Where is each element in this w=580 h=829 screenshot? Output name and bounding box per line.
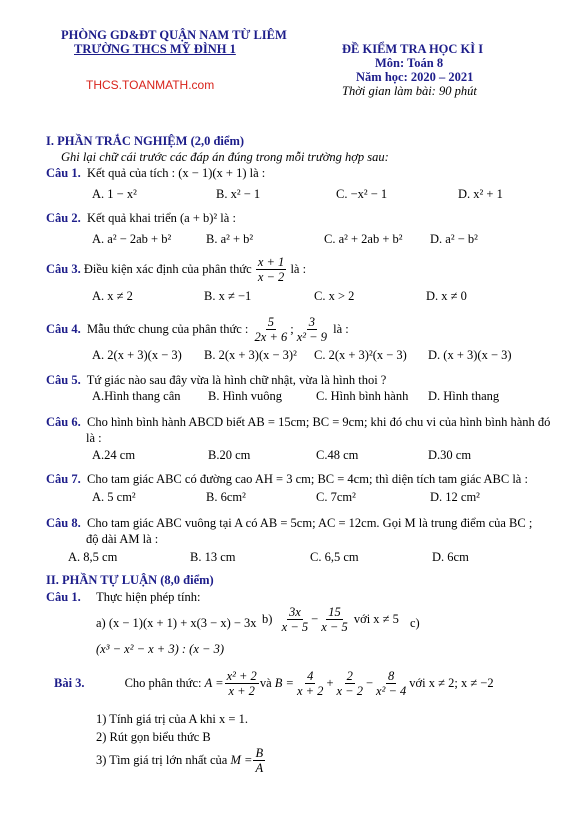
fraction-denominator: A bbox=[255, 761, 264, 776]
question-2 bbox=[46, 211, 236, 226]
q3-option-b: B. x ≠ −1 bbox=[204, 289, 252, 303]
exam-title: ĐỀ KIỂM TRA HỌC KÌ I bbox=[342, 42, 484, 56]
part1-instruction: Ghi lại chữ cái trước các đáp án đúng trong mỗi trường hợp sau: bbox=[61, 150, 389, 164]
fraction-numerator: 4 bbox=[307, 669, 314, 683]
q8-option-a: A. 8,5 cm bbox=[68, 550, 118, 564]
q8-option-d: D. 6cm bbox=[432, 550, 469, 564]
q5-option-c: C. Hình bình hành bbox=[316, 389, 409, 403]
question-8 bbox=[46, 516, 532, 531]
bai3-part-2: 2) Rút gọn biểu thức B bbox=[96, 730, 211, 744]
q1-part-a: a) (x − 1)(x + 1) + x(3 − x) − 3x bbox=[96, 616, 257, 630]
q1-option-a: A. 1 − x² bbox=[92, 187, 137, 201]
fraction-numerator: 3x bbox=[289, 605, 301, 619]
fraction-2 bbox=[295, 315, 329, 345]
q1-part-c-label: c) bbox=[410, 616, 420, 630]
question-5 bbox=[46, 373, 386, 388]
exam-subject: Môn: Toán 8 bbox=[375, 56, 444, 70]
fraction-denominator: x + 2 bbox=[296, 684, 324, 699]
q8-option-b: B. 13 cm bbox=[190, 550, 236, 564]
question-text: Cho tam giác ABC có đường cao AH = 3 cm; BC = 4cm; thì diện tích tam giác ABC là : bbox=[86, 472, 528, 486]
question-text: Mẫu thức chung của phân thức : bbox=[86, 322, 249, 337]
q3-option-a: A. x ≠ 2 bbox=[92, 289, 133, 303]
fraction-denominator: x − 5 bbox=[321, 620, 348, 635]
fraction-numerator: 15 bbox=[328, 605, 341, 619]
part2-question-1 bbox=[46, 590, 200, 605]
fraction-b2 bbox=[335, 669, 365, 699]
part-label: b) bbox=[262, 612, 273, 627]
fraction-numerator: 3 bbox=[308, 315, 315, 329]
condition: với x ≠ 2; x ≠ −2 bbox=[409, 676, 494, 691]
part1-title: I. PHẦN TRẮC NGHIỆM (2,0 điểm) bbox=[46, 134, 245, 148]
fraction-2 bbox=[319, 605, 349, 635]
question-label: Câu 1. bbox=[46, 590, 81, 604]
expr-a-lhs: A = bbox=[204, 676, 224, 691]
q6-option-b: B.20 cm bbox=[208, 448, 251, 462]
question-text: Tứ giác nào sau đây vừa là hình chữ nhật, vừa là hình thoi ? bbox=[86, 373, 387, 387]
fraction-denominator: x − 2 bbox=[257, 270, 285, 285]
fraction-numerator: x + 1 bbox=[257, 255, 285, 269]
q1-option-b: B. x² − 1 bbox=[216, 187, 261, 201]
q2-option-d: D. a² − b² bbox=[430, 232, 478, 246]
part-text: 3) Tìm giá trị lớn nhất của bbox=[96, 753, 228, 768]
bai3-part-3 bbox=[96, 746, 266, 776]
q4-option-a: A. 2(x + 3)(x − 3) bbox=[92, 348, 182, 362]
condition: với x ≠ 5 bbox=[353, 612, 399, 627]
q7-option-a: A. 5 cm² bbox=[92, 490, 136, 504]
q4-option-c: C. 2(x + 3)²(x − 3) bbox=[314, 348, 407, 362]
bai-3 bbox=[54, 669, 494, 699]
question-text-after: là : bbox=[333, 322, 349, 337]
expr-m-lhs: M = bbox=[230, 753, 253, 768]
fraction-numerator: 8 bbox=[388, 669, 395, 683]
question-6-continued: là : bbox=[86, 431, 102, 445]
question-label: Câu 5. bbox=[46, 373, 81, 387]
exam-duration: Thời gian làm bài: 90 phút bbox=[342, 84, 477, 98]
question-6 bbox=[46, 415, 550, 430]
exam-year: Năm học: 2020 – 2021 bbox=[356, 70, 474, 84]
question-label: Câu 4. bbox=[46, 322, 81, 337]
q8-option-c: C. 6,5 cm bbox=[310, 550, 359, 564]
question-text: Kết quả của tích : (x − 1)(x + 1) là : bbox=[86, 166, 266, 180]
fraction-numerator: x² + 2 bbox=[226, 669, 257, 683]
question-label: Câu 1. bbox=[46, 166, 81, 180]
q5-option-d: D. Hình thang bbox=[428, 389, 500, 403]
q5-option-a: A.Hình thang cân bbox=[92, 389, 181, 403]
fraction-1 bbox=[253, 315, 290, 345]
question-label: Câu 3. bbox=[46, 262, 81, 277]
q1-part-b bbox=[262, 605, 399, 635]
q2-option-a: A. a² − 2ab + b² bbox=[92, 232, 172, 246]
fraction-numerator: 2 bbox=[346, 669, 353, 683]
q4-option-b: B. 2(x + 3)(x − 3)² bbox=[204, 348, 297, 362]
question-label: Câu 7. bbox=[46, 472, 81, 486]
header-website: THCS.TOANMATH.com bbox=[86, 78, 215, 92]
fraction-denominator: x² − 9 bbox=[296, 330, 327, 345]
operator: − bbox=[311, 612, 319, 627]
q1-option-d: D. x² + 1 bbox=[458, 187, 503, 201]
q2-option-c: C. a² + 2ab + b² bbox=[324, 232, 403, 246]
operator: + bbox=[326, 676, 334, 691]
header-school: TRƯỜNG THCS MỸ ĐÌNH 1 bbox=[74, 42, 236, 56]
q6-option-a: A.24 cm bbox=[92, 448, 136, 462]
question-7 bbox=[46, 472, 528, 487]
q7-option-d: D. 12 cm² bbox=[430, 490, 480, 504]
fraction-denominator: x² − 4 bbox=[376, 684, 407, 699]
q3-option-c: C. x > 2 bbox=[314, 289, 355, 303]
fraction-denominator: x − 5 bbox=[281, 620, 309, 635]
question-label: Câu 8. bbox=[46, 516, 81, 530]
question-label: Câu 2. bbox=[46, 211, 81, 225]
fraction-b1 bbox=[295, 669, 325, 699]
fraction-denominator: x − 2 bbox=[336, 684, 363, 699]
operator: − bbox=[365, 676, 374, 691]
header-dept: PHÒNG GD&ĐT QUẬN NAM TỪ LIÊM bbox=[61, 28, 287, 42]
conjunction: và bbox=[259, 676, 272, 691]
question-label: Câu 6. bbox=[46, 415, 81, 429]
question-text: Cho phân thức: bbox=[124, 676, 202, 691]
fraction-numerator: B bbox=[255, 746, 264, 760]
question-text-after: là : bbox=[290, 262, 307, 277]
q6-option-c: C.48 cm bbox=[316, 448, 359, 462]
fraction-denominator: x + 2 bbox=[228, 684, 255, 699]
q5-option-b: B. Hình vuông bbox=[208, 389, 282, 403]
fraction-1 bbox=[280, 605, 310, 635]
fraction-numerator: 5 bbox=[267, 315, 275, 329]
question-4: Câu 4. Mẫu thức chung của phân thức : $\frac{5}{2x + 6}$ ; $\frac{3}{\text{x² − 9}}$ là : bbox=[46, 315, 349, 345]
q1-option-c: C. −x² − 1 bbox=[336, 187, 388, 201]
q1-part-c: (x³ − x² − x + 3) : (x − 3) bbox=[96, 642, 224, 656]
question-label: Bài 3. bbox=[54, 676, 85, 691]
q6-option-d: D.30 cm bbox=[428, 448, 472, 462]
q4-option-d: D. (x + 3)(x − 3) bbox=[428, 348, 512, 362]
q7-option-b: B. 6cm² bbox=[206, 490, 246, 504]
question-8-continued: độ dài AM là : bbox=[86, 532, 159, 546]
question-text: Kết quả khai triển (a + b)² là : bbox=[86, 211, 236, 225]
question-text: Cho hình bình hành ABCD biết AB = 15cm; BC = 9cm; khi đó chu vi của hình bình hành đó bbox=[86, 415, 551, 429]
question-text: Cho tam giác ABC vuông tại A có AB = 5cm; AC = 12cm. Gọi M là trung điểm của BC ; bbox=[86, 516, 533, 530]
part2-title: II. PHẦN TỰ LUẬN (8,0 điểm) bbox=[46, 573, 214, 587]
expr-b-lhs: B = bbox=[274, 676, 294, 691]
question-1 bbox=[46, 166, 265, 181]
question-text: Điều kiện xác định của phân thức bbox=[83, 262, 252, 277]
question-text: Thực hiện phép tính: bbox=[96, 590, 201, 604]
fraction-a bbox=[225, 669, 259, 699]
q3-option-d: D. x ≠ 0 bbox=[426, 289, 467, 303]
fraction bbox=[256, 255, 286, 285]
bai3-part-1: 1) Tính giá trị của A khi x = 1. bbox=[96, 712, 248, 726]
fraction-m bbox=[253, 746, 265, 776]
fraction-denominator: 2x + 6 bbox=[254, 330, 288, 345]
question-3 bbox=[46, 255, 306, 285]
fraction-b3 bbox=[374, 669, 408, 699]
q7-option-c: C. 7cm² bbox=[316, 490, 356, 504]
q2-option-b: B. a² + b² bbox=[206, 232, 254, 246]
